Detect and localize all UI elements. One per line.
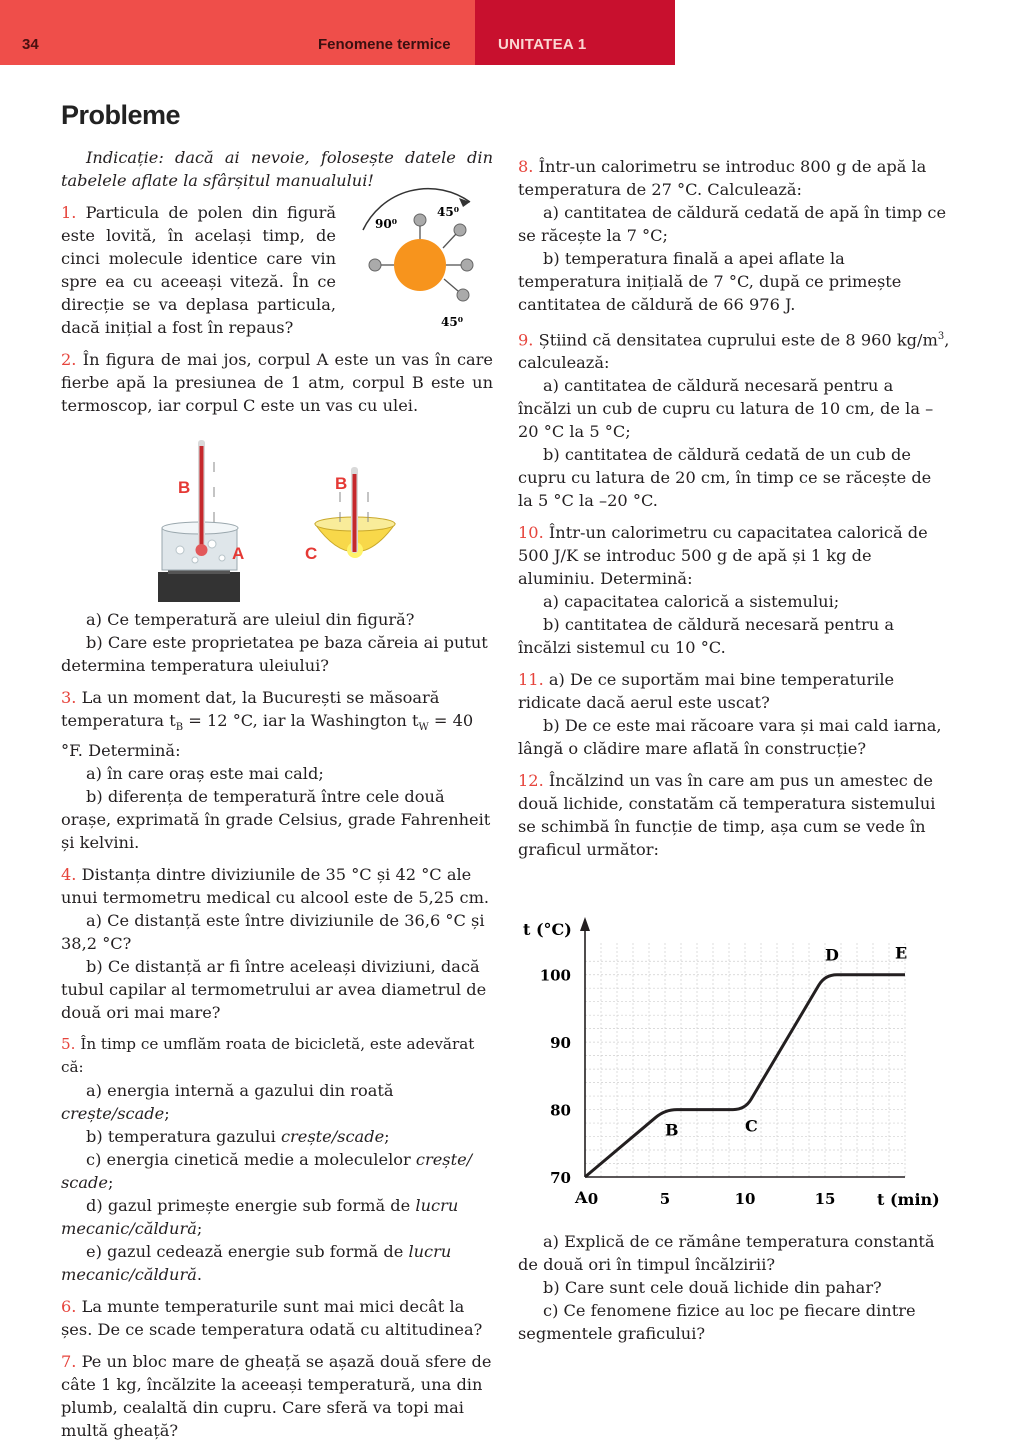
problem-3-text-1: La un moment dat, la București se măsoară temperatura t [61,688,440,730]
problem-6-number: 6. [61,1297,77,1317]
problem-6-text: La munte temperaturile sunt mai mici decât la șes. De ce scade temperatura odată cu altitudinea? [61,1297,483,1340]
problem-2-question-b: b) Care este proprietatea pe baza căreia ai putut determina temperatura uleiului? [61,633,488,675]
problem-4-b: b) Ce distanță ar fi între aceleași diviziuni, dacă tubul capilar al termometrului ar avea diametrul de două ori mai mare? [61,957,487,1023]
left-column-bottom [61,608,493,1442]
label-b2: B [335,474,348,493]
problem-3-a: a) în care oraș este mai cald; [86,764,324,784]
pollen-particle-figure [345,180,495,335]
chart-axes [523,917,940,1209]
chart-grid [585,941,908,1177]
problem-4-text: Distanța dintre diviziunile de 35 °C și 42 °C ale unui termometru medical cu alcool este de 5,25 cm. [61,865,490,908]
y-tick-label: 100 [539,966,571,985]
problem-8-number: 8. [518,157,534,176]
angle-label-45-top: 45⁰ [437,205,459,219]
problem-11-a: a) De ce suportăm mai bine temperaturile ridicate dacă aerul este uscat? [518,670,895,713]
label-c: C [305,544,318,563]
problem-5-number: 5. [61,1035,76,1054]
point-label-a: A [575,1188,588,1207]
x-tick-label: 10 [734,1190,756,1208]
problem-10-a: a) capacitatea calorică a sistemului; [543,592,840,612]
problem-4-a: a) Ce distanță este între diviziunile de 36,6 °C și 38,2 °C? [61,911,485,954]
problem-7 [61,1350,493,1442]
problem-3 [61,686,493,762]
problem-12 [518,769,950,861]
hint-text: Indicație: dacă ai nevoie, folosește datele din tabelele aflate la sfârșitul manualului! [61,148,493,190]
stove [158,572,240,602]
problem-5-text: În timp ce umflăm roata de bicicletă, este adevărat că: [61,1035,475,1077]
problem-5-c: c) energia cinetică medie a moleculelor crește/ scade; [61,1150,473,1193]
label-b1: B [178,478,191,497]
problem-3-text-3: = 40 °F. Determină: [61,711,474,761]
unit-label: UNITATEA 1 [498,36,587,53]
problem-8-text: Într-un calorimetru se introduc 800 g de apă la temperatura de 27 °C. Calculează: [518,157,927,199]
y-tick-label: 70 [550,1169,571,1187]
problem-5-d: d) gazul primește energie sub formă de lucru mecanic/căldură; [61,1196,459,1239]
point-label-d: D [825,945,839,965]
problem-6 [61,1295,493,1341]
point-label-e: E [895,943,908,963]
problem-12-a: a) Explică de ce rămâne temperatura constantă de două ori în timpul încălzirii? [518,1232,935,1274]
problem-3-text-2: = 12 °C, iar la Washington t [183,711,419,730]
problem-2-text: În figura de mai jos, corpul A este un vas în care fierbe apă la presiunea de 1 atm, corpul B este un termoscop, iar corpul C este un vas cu ulei. [61,350,494,415]
problem-9-b: b) cantitatea de căldură cedată de un cub de cupru cu latura de 20 cm, în timp ce se răcește de la 5 °C la –20 °C. [518,445,932,511]
right-column [518,146,950,861]
problem-1-text: Particula de polen din figură este lovită, în același timp, de cinci molecule identice care vin spre ea cu aceeași viteză. În ce direcție se va deplasa particula, dacă inițial a fost în repaus? [61,203,336,337]
problem-11-b: b) De ce este mai răcoare vara și mai cald iarna, lângă o clădire mare aflată în construcție? [518,716,942,759]
chapter-title: Fenomene termice [318,36,451,53]
temperature-time-chart [515,915,955,1220]
problem-5 [61,1033,493,1079]
problem-2 [61,348,493,417]
problem-12-questions [518,1230,950,1345]
y-axis-label: t (°C) [523,920,572,939]
thermoscope-figure [150,432,450,602]
problem-1 [61,201,336,339]
x-tick-label: 0 [587,1190,599,1208]
x-tick-label: 15 [814,1190,836,1208]
x-axis-label: t (min) [877,1190,940,1209]
problem-3-number: 3. [61,688,77,707]
problem-11 [518,668,950,714]
problem-9-number: 9. [518,330,534,350]
problem-8-b: b) temperatura finală a apei aflate la temperatura inițială de 7 °C, după ce primește cantitatea de căldură de 66 976 J. [518,249,902,314]
problem-3-sub-b: B [175,722,184,734]
problem-8 [518,155,950,201]
problem-10-b: b) cantitatea de căldură necesară pentru a încălzi sistemul cu 10 °C. [518,615,894,658]
problem-9-a: a) cantitatea de căldură necesară pentru a încălzi un cub de cupru cu latura de 10 cm, de la –20 °C la 5 °C; [518,376,934,442]
problem-3-sub-w: W [418,722,429,734]
problem-10-text: Într-un calorimetru cu capacitatea calorică de 500 J/K se introduc 500 g de apă și 1 kg de aluminiu. Determină: [518,523,928,589]
label-a: A [232,544,245,563]
problem-4-number: 4. [61,865,77,885]
angle-label-90: 90⁰ [375,217,397,231]
problem-12-number: 12. [518,771,544,791]
problem-5-e: e) gazul cedează energie sub formă de lucru mecanic/căldură. [61,1242,452,1285]
problem-12-b: b) Care sunt cele două lichide din pahar? [543,1278,882,1297]
problem-2-number: 2. [61,350,77,369]
pollen-particle [394,239,446,291]
page-title: Probleme [61,100,181,130]
x-tick-label: 5 [659,1190,671,1208]
problem-1-number: 1. [61,203,77,222]
y-tick-label: 90 [550,1034,571,1053]
problem-4 [61,863,493,909]
page-number: 34 [22,36,39,53]
problem-7-number: 7. [61,1352,77,1372]
problem-12-text: Încălzind un vas în care am pus un amestec de două lichide, constatăm că temperatura sistemului se schimbă în funcție de timp, așa cum se vede în graficul următor: [518,771,936,860]
point-label-b: B [665,1120,679,1140]
y-tick-label: 80 [550,1101,571,1120]
problem-5-b: b) temperatura gazului crește/scade; [86,1127,390,1147]
problem-12-c: c) Ce fenomene fizice au loc pe fiecare dintre segmentele graficului? [518,1301,916,1343]
problem-10 [518,521,950,590]
problem-10-number: 10. [518,523,544,543]
problem-9: 9. Știind că densitatea cuprului este de 8 960 $kg/m^3$, calculează: [518,330,950,373]
problem-3-b: b) diferența de temperatură între cele două orașe, exprimată în grade Celsius, grade Fahrenheit și kelvini. [61,787,491,853]
unit-tab [475,0,675,65]
problem-11-number: 11. [518,670,544,690]
angle-label-45-bottom: 45⁰ [441,315,463,329]
problem-5-a: a) energia internă a gazului din roată crește/scade; [61,1081,394,1124]
point-label-c: C [745,1116,758,1136]
problem-7-text: Pe un bloc mare de gheață se așază două sfere de câte 1 kg, încălzite la aceeași temperatură, una din plumb, cealaltă din cupru. Care sferă va topi mai multă gheață? [61,1352,492,1441]
y-axis-arrow [580,917,590,931]
problem-8-a: a) cantitatea de căldură cedată de apă în timp ce se răcește la 7 °C; [518,203,947,245]
problem-2-question-a: a) Ce temperatură are uleiul din figură? [86,610,415,629]
